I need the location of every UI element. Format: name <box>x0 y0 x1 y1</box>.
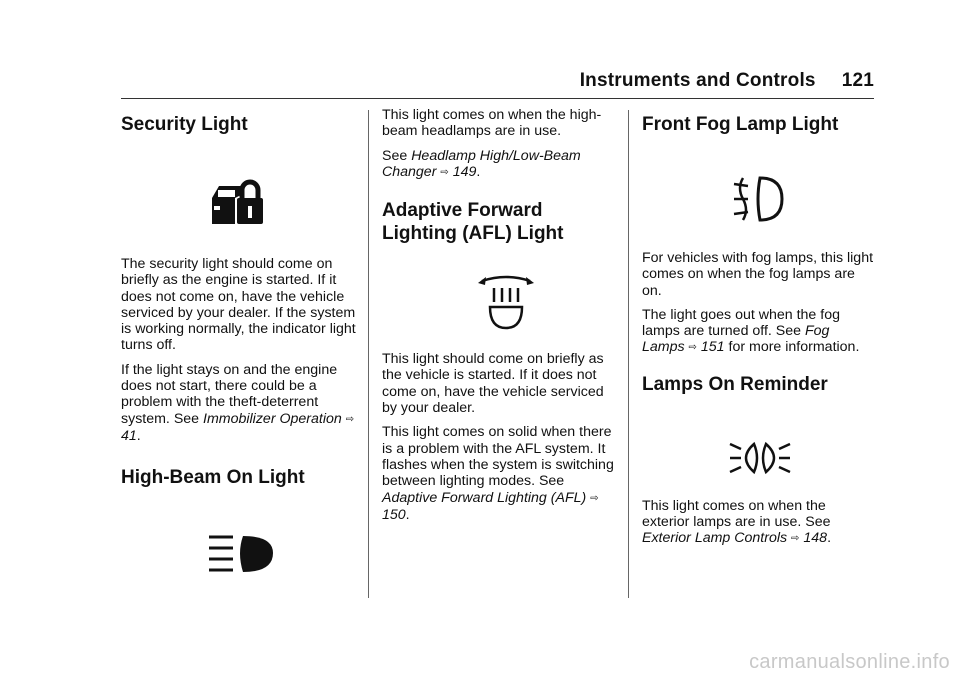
page-ref-arrow: ⇨ <box>440 166 449 178</box>
page-ref-arrow: ⇨ <box>590 492 599 504</box>
afl-link[interactable]: Adaptive Forward Lighting (AFL) <box>382 489 587 506</box>
column-divider-1 <box>368 110 369 598</box>
afl-paragraph-1: This light should come on briefly as the vehicle is started. If it does not come on, have the vehicle serviced by your dealer. <box>382 351 604 417</box>
exterior-lamp-page-ref[interactable]: 148 <box>803 530 828 547</box>
watermark: carmanualsonline.info <box>749 651 950 673</box>
afl-heading-line-1: Adaptive Forward <box>382 200 543 222</box>
afl-p2-text: This light comes on solid when there is a problem with the AFL system. It flashes when the system is switching between lighting modes. See <box>382 424 614 490</box>
immobilizer-page-ref[interactable]: 41 <box>121 427 137 444</box>
security-light-heading: Security Light <box>121 114 248 135</box>
fog-lamps-link[interactable]: Fog Lamps <box>642 323 830 356</box>
high-beam-icon <box>209 533 279 575</box>
afl-page-ref[interactable]: 150 <box>382 506 406 523</box>
column-3 <box>642 107 874 556</box>
reminder-paragraph-1 <box>642 498 874 548</box>
immobilizer-operation-link[interactable]: Immobilizer Operation <box>203 410 342 427</box>
header-rule <box>121 98 874 99</box>
header-section-title: Instruments and Controls <box>579 70 816 91</box>
reminder-p1-end: . <box>827 530 832 547</box>
high-beam-heading: High-Beam On Light <box>121 467 305 489</box>
afl-heading-line-2: Lighting (AFL) Light <box>382 223 564 245</box>
security-p2-text: If the light stays on and the engine does not start, there could be a problem with the theft-deterrent system. See <box>121 361 338 427</box>
afl-p2-end: . <box>405 506 410 523</box>
page-ref-arrow: ⇨ <box>345 413 355 425</box>
security-p2-end: . <box>136 427 141 444</box>
afl-paragraph-2 <box>382 424 622 523</box>
column-divider-2 <box>628 110 629 598</box>
exterior-lamp-controls-link[interactable]: Exterior Lamp Controls <box>642 530 788 547</box>
fog-paragraph-1: For vehicles with fog lamps, this light comes on when the fog lamps are on. <box>642 250 874 299</box>
fog-lamps-page-ref[interactable]: 151 <box>700 339 725 356</box>
high-beam-paragraph-1: This light comes on when the high-beam headlamps are in use. <box>382 107 602 140</box>
high-beam-p2-end: . <box>476 163 481 180</box>
page-number: 121 <box>841 70 874 91</box>
lamps-on-reminder-icon <box>728 438 792 478</box>
afl-headlamp-icon <box>476 273 536 331</box>
fog-p2-text: The light goes out when the fog lamps are turned off. See <box>642 306 840 340</box>
column-2 <box>382 107 622 531</box>
security-paragraph-2 <box>121 362 359 444</box>
front-fog-lamp-icon <box>730 174 786 224</box>
page-ref-arrow: ⇨ <box>791 533 800 545</box>
security-paragraph-1: The security light should come on briefly as the engine is started. If it does not come on, have the vehicle serviced by your dealer. If the system is working normally, the indicator light turns off. <box>121 256 356 354</box>
page-ref-arrow: ⇨ <box>688 342 697 354</box>
reminder-p1-text: This light comes on when the exterior lamps are in use. See <box>642 497 831 531</box>
headlamp-changer-page-ref[interactable]: 149 <box>452 163 477 180</box>
column-1 <box>121 107 359 575</box>
high-beam-paragraph-2 <box>382 148 622 182</box>
high-beam-p2-text: See <box>382 147 412 164</box>
page-header <box>580 70 874 92</box>
fog-p2-end: for more information. <box>724 339 860 356</box>
headlamp-changer-link[interactable]: Headlamp High/Low-Beam Changer <box>382 147 581 180</box>
fog-paragraph-2 <box>642 307 874 357</box>
security-lock-car-icon <box>209 176 269 228</box>
lamps-on-reminder-heading: Lamps On Reminder <box>642 373 828 395</box>
front-fog-heading: Front Fog Lamp Light <box>642 114 839 135</box>
